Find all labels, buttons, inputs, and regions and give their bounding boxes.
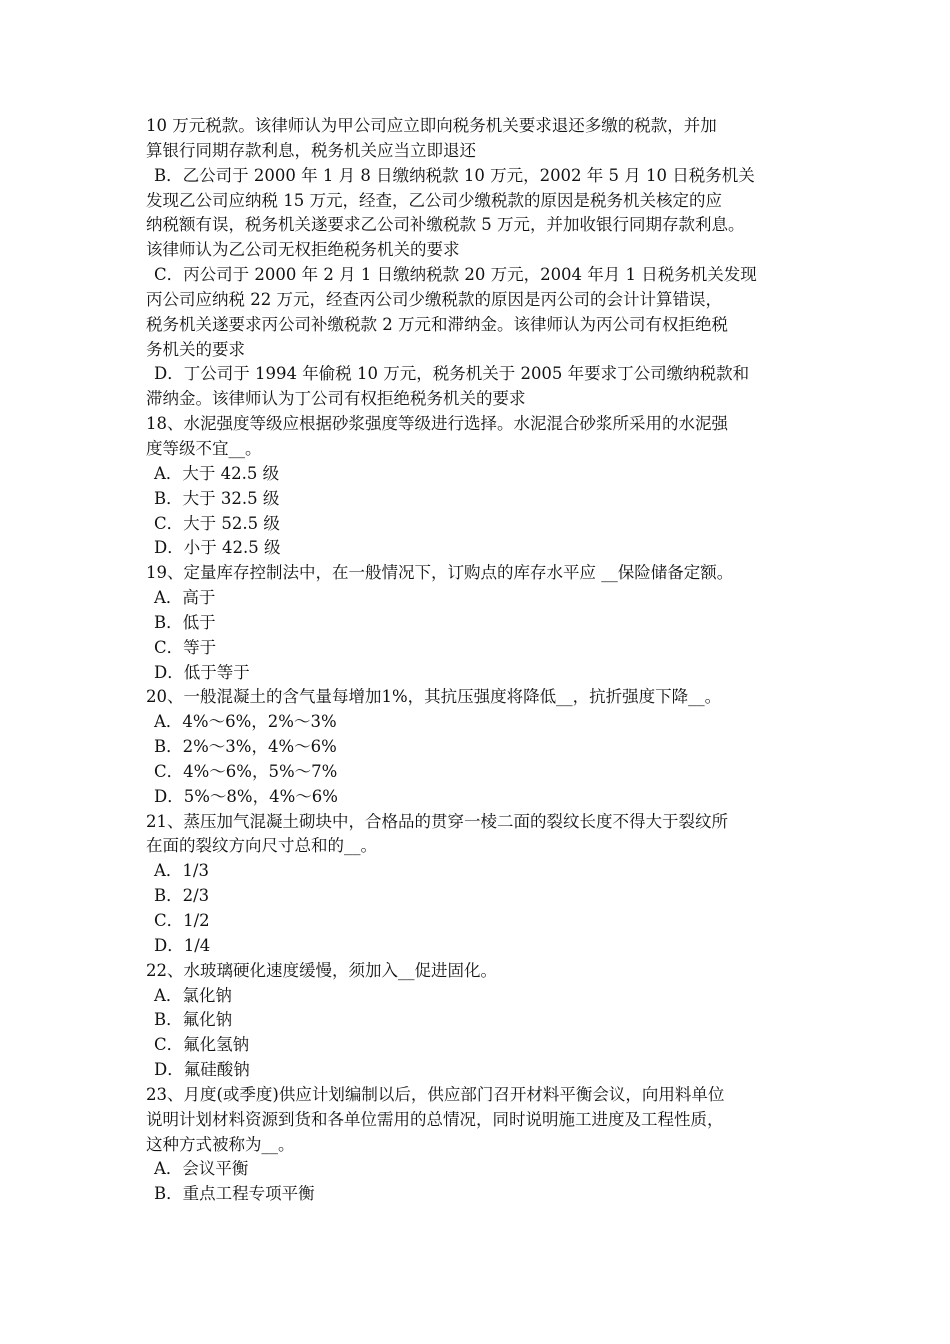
text-line: 滞纳金。该律师认为丁公司有权拒绝税务机关的要求	[146, 389, 526, 409]
text-line: 说明计划材料资源到货和各单位需用的总情况，同时说明施工进度及工程性质，	[146, 1109, 724, 1129]
answer-option: D．氟硅酸钠	[154, 1060, 250, 1080]
text-line: 这种方式被称为__。	[146, 1134, 295, 1154]
question-line: 22、水玻璃硬化速度缓慢，须加入__促进固化。	[146, 960, 497, 980]
answer-option: D．低于等于	[154, 662, 250, 682]
answer-option: C．大于 52.5 级	[154, 513, 280, 533]
text-line: 该律师认为乙公司无权拒绝税务机关的要求	[146, 240, 460, 260]
text-line: 纳税额有误，税务机关遂要求乙公司补缴税款 5 万元，并加收银行同期存款利息。	[146, 215, 745, 235]
question-line: 23、月度(或季度)供应计划编制以后，供应部门召开材料平衡会议，向用料单位	[146, 1084, 725, 1104]
question-line: 20、一般混凝土的含气量每增加1%，其抗压强度将降低__，抗折强度下降__。	[146, 687, 722, 707]
text-line: 务机关的要求	[146, 339, 245, 359]
text-line: 度等级不宜__。	[146, 438, 262, 458]
answer-option: D．小于 42.5 级	[154, 538, 281, 558]
text-line: 发现乙公司应纳税 15 万元，经查，乙公司少缴税款的原因是税务机关核定的应	[146, 190, 722, 210]
answer-option: A．高于	[154, 588, 216, 608]
answer-option: B．氟化钠	[154, 1010, 233, 1030]
text-line: 税务机关遂要求丙公司补缴税款 2 万元和滞纳金。该律师认为丙公司有权拒绝税	[146, 314, 728, 334]
question-line: 21、蒸压加气混凝土砌块中，合格品的贯穿一棱二面的裂纹长度不得大于裂纹所	[146, 811, 728, 831]
answer-option: A．氯化钠	[154, 985, 232, 1005]
answer-option: C．1/2	[154, 911, 210, 930]
answer-option: B．乙公司于 2000 年 1 月 8 日缴纳税款 10 万元，2002 年 5 月 10 日税务机关	[154, 165, 755, 185]
answer-option: A．大于 42.5 级	[154, 463, 280, 483]
answer-option: B．2%～3%，4%～6%	[154, 737, 337, 757]
text-line: 10 万元税款。该律师认为甲公司应立即向税务机关要求退还多缴的税款，并加	[146, 116, 717, 135]
answer-option: A．4%～6%，2%～3%	[154, 712, 337, 732]
answer-option: C．等于	[154, 637, 217, 657]
answer-option: D．5%～8%，4%～6%	[154, 786, 338, 806]
question-line: 19、定量库存控制法中，在一般情况下，订购点的库存水平应 __保险储备定额。	[146, 563, 734, 583]
answer-option: D．1/4	[154, 935, 211, 955]
document-body	[146, 114, 810, 1207]
answer-option: A．1/3	[154, 861, 209, 881]
text-line: 在面的裂纹方向尺寸总和的__。	[146, 836, 377, 856]
answer-option: C．氟化氢钠	[154, 1035, 250, 1055]
answer-option: C．4%～6%，5%～7%	[154, 761, 338, 781]
answer-option: D．丁公司于 1994 年偷税 10 万元，税务机关于 2005 年要求丁公司缴纳税款和	[154, 364, 750, 384]
answer-option: B．重点工程专项平衡	[154, 1184, 315, 1204]
answer-option: A．会议平衡	[154, 1159, 249, 1179]
answer-option: C．丙公司于 2000 年 2 月 1 日缴纳税款 20 万元，2004 年月 1 日税务机关发现	[154, 265, 757, 285]
text-line: 算银行同期存款利息，税务机关应当立即退还	[146, 140, 476, 160]
text-line: 丙公司应纳税 22 万元，经查丙公司少缴税款的原因是丙公司的会计计算错误，	[146, 289, 722, 309]
question-line: 18、水泥强度等级应根据砂浆强度等级进行选择。水泥混合砂浆所采用的水泥强	[146, 414, 728, 434]
answer-option: B．2/3	[154, 886, 210, 906]
answer-option: B．低于	[154, 612, 216, 632]
answer-option: B．大于 32.5 级	[154, 488, 280, 508]
